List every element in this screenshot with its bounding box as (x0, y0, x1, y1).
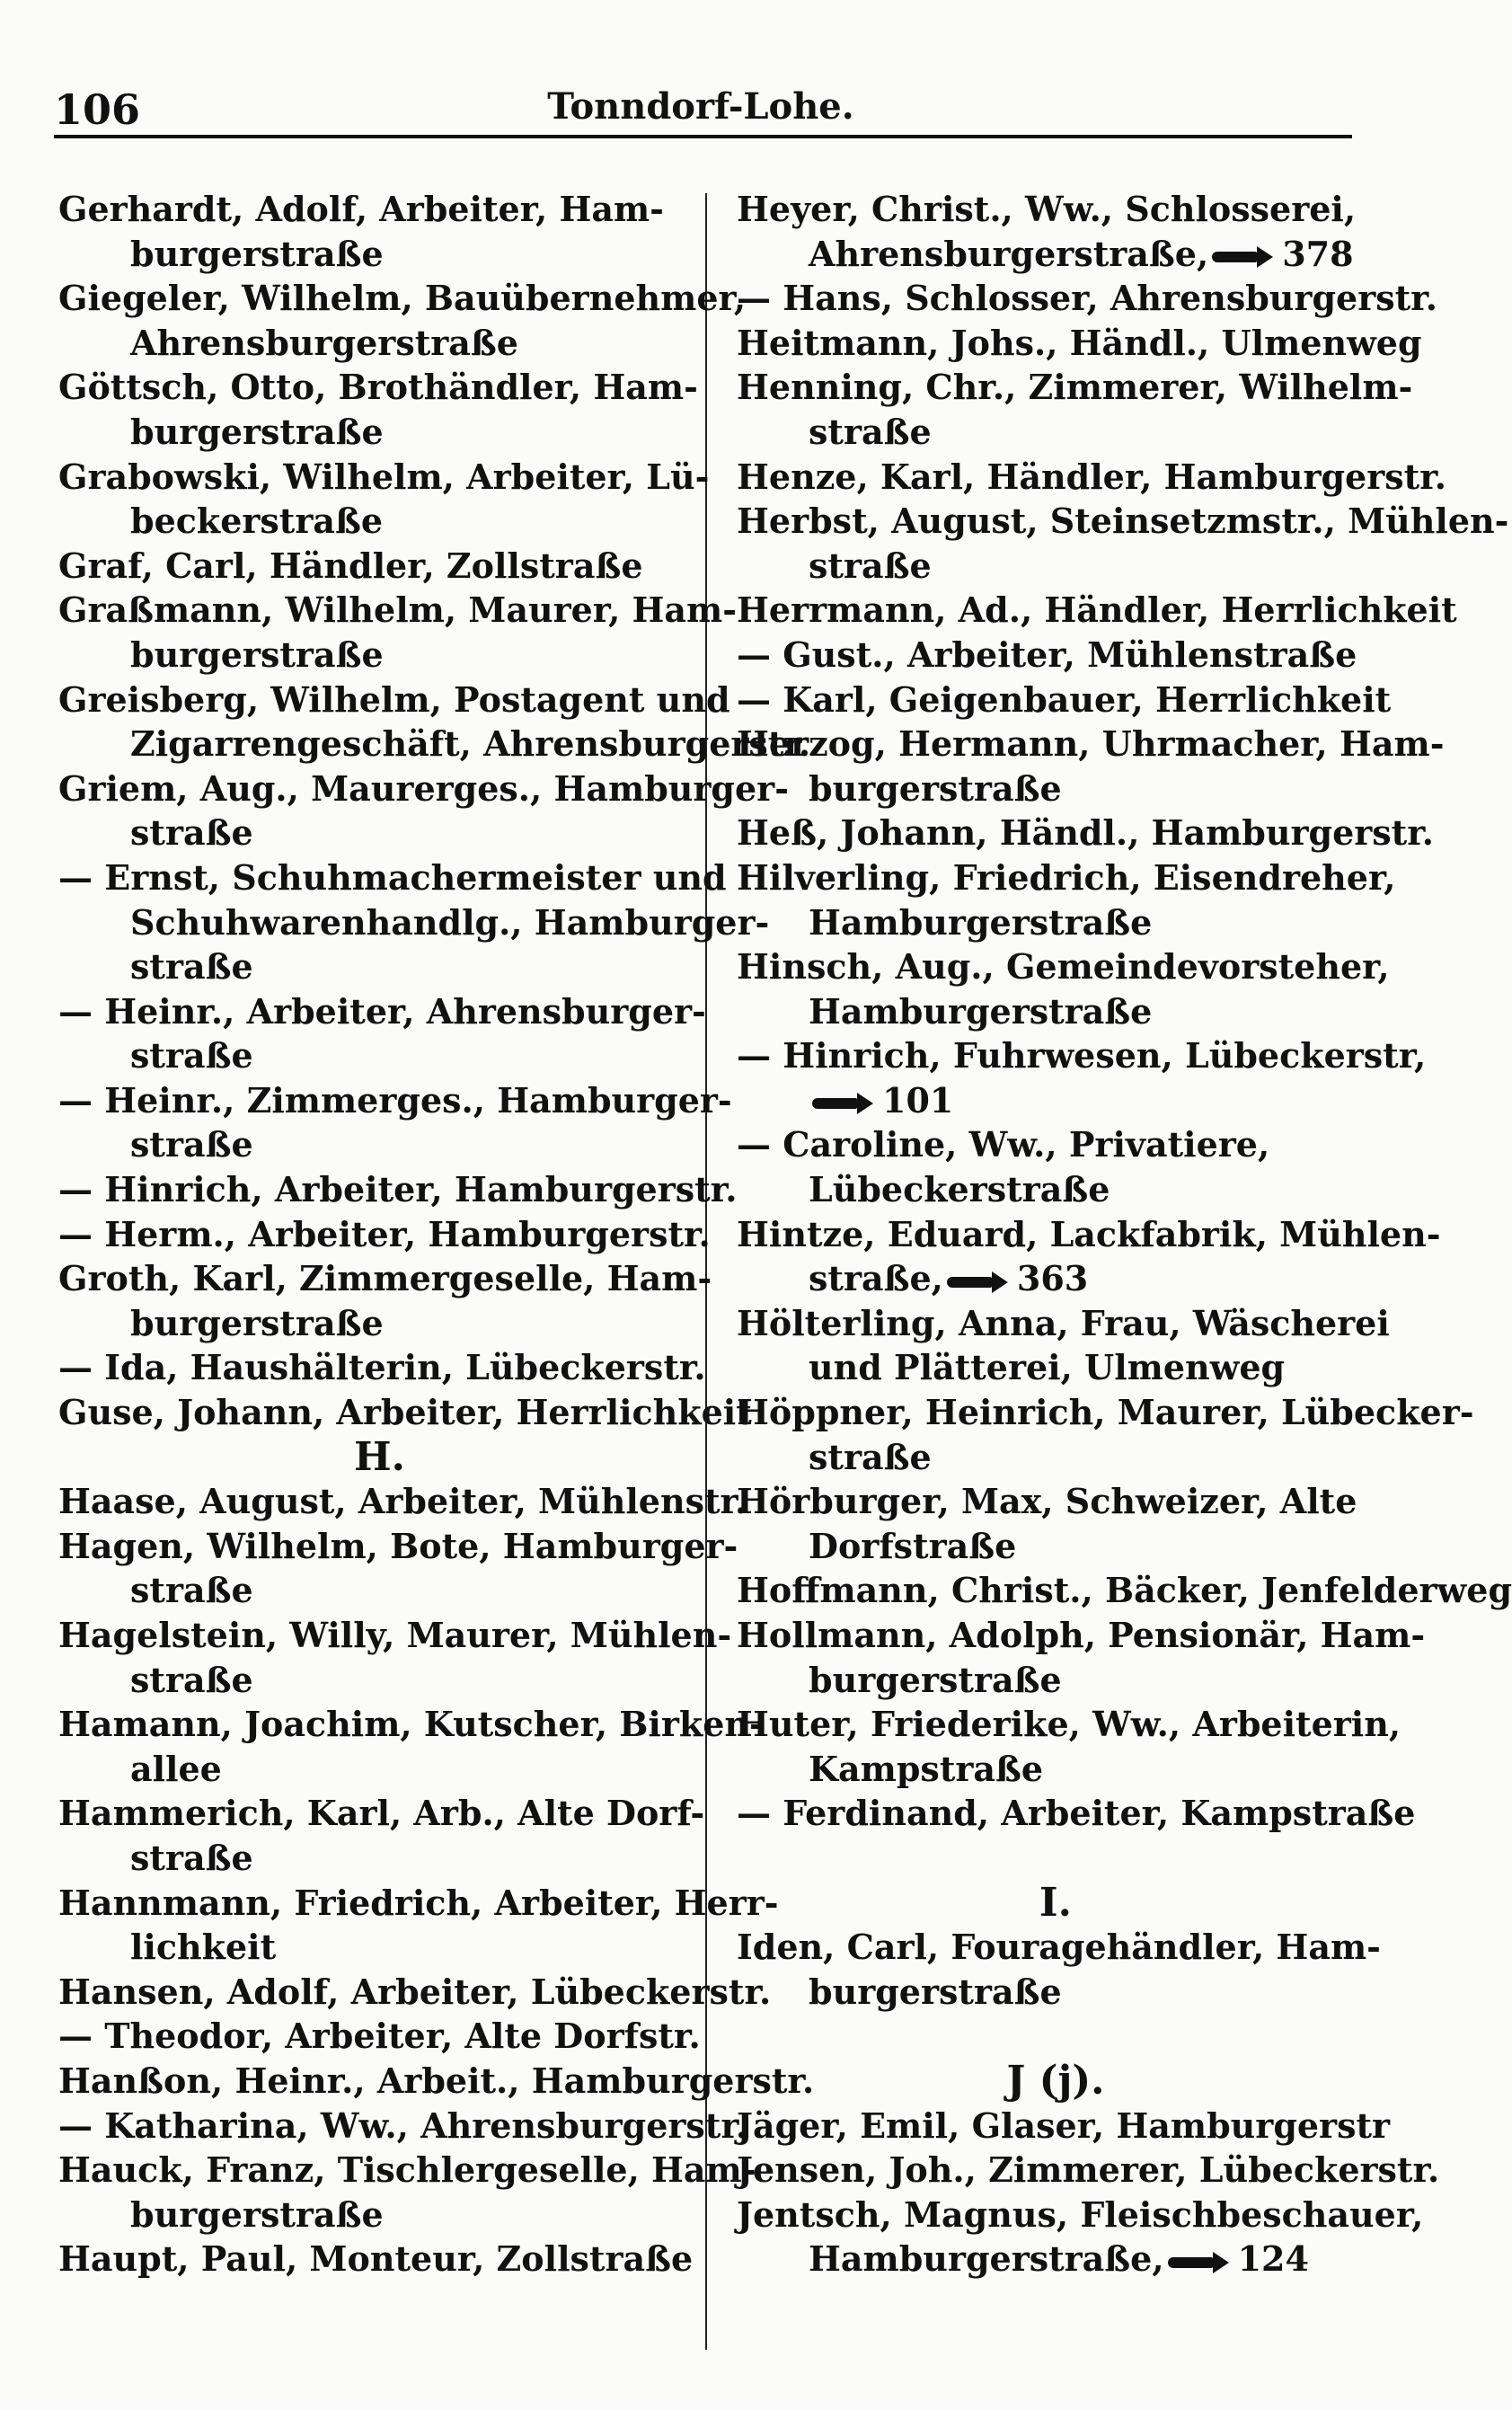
phone-number: 101 (882, 1079, 954, 1121)
entry-text: Hilverling, Friedrich, Eisendreher, (737, 856, 1396, 898)
entry-text: straße (809, 1436, 932, 1477)
entry-text: — Ferdinand, Arbeiter, Kampstraße (737, 1793, 1416, 1834)
entry-text: — Hans, Schlosser, Ahrensburgerstr. (737, 278, 1437, 319)
entry-line (737, 2104, 1391, 2149)
entry-line (58, 1658, 701, 1703)
entry-text: Giegeler, Wilhelm, Bauübernehmer, (58, 278, 746, 319)
telephone-pointer-icon (947, 1273, 1010, 1291)
entry-line (58, 678, 730, 722)
entry-line (737, 855, 1396, 900)
entry-line (737, 588, 1457, 633)
entry-text: Greisberg, Wilhelm, Postagent und (58, 678, 730, 720)
entry-text: H. (354, 1433, 405, 1480)
entry-text: Huter, Friederike, Ww., Arbeiterin, (737, 1704, 1401, 1745)
entry-text: straße (130, 946, 253, 988)
entry-line (58, 1524, 738, 1569)
entry-text: Kampstraße (809, 1748, 1044, 1789)
entry-text: Ahrensburgerstraße (130, 322, 518, 363)
entry-text: Dorfstraße (809, 1525, 1017, 1566)
entry-line (737, 321, 1422, 366)
entry-text: Gerhardt, Adolf, Arbeiter, Ham- (58, 189, 664, 229)
entry-line (737, 989, 1375, 1034)
entry-line (58, 588, 738, 633)
entry-text: Heyer, Christ., Ww., Schlosserei, (737, 189, 1357, 229)
entry-line (58, 1479, 747, 1524)
entry-text: Jensen, Joh., Zimmerer, Lübeckerstr. (737, 2149, 1440, 2191)
entry-line (737, 1791, 1416, 1836)
entry-line (58, 2237, 701, 2282)
entry-line (737, 544, 1375, 589)
entry-line (737, 1212, 1441, 1257)
entry-line (58, 1836, 701, 1881)
entry-text: — Theodor, Arbeiter, Alte Dorfstr. (58, 2016, 701, 2057)
entry-line (58, 633, 701, 678)
entry-text: straße (130, 1659, 253, 1700)
entry-line (737, 276, 1437, 321)
entry-line (737, 1970, 1375, 2015)
right-column (737, 187, 1512, 2282)
entry-text: — Heinr., Arbeiter, Ahrensburger- (58, 990, 706, 1032)
entry-line (58, 410, 701, 455)
entry-line (58, 1078, 732, 1123)
entry-text: Herzog, Hermann, Uhrmacher, Ham- (737, 723, 1445, 765)
entry-text: Haupt, Paul, Monteur, Zollstraße (58, 2238, 694, 2280)
entry-line (737, 365, 1413, 410)
entry-text: straße (130, 1570, 253, 1611)
entry-text: — Herm., Arbeiter, Hamburgerstr. (58, 1213, 711, 1254)
entry-text: straße (809, 545, 932, 586)
entry-text: Hoffmann, Christ., Bäcker, Jenfelderweg (737, 1570, 1512, 1611)
entry-line (737, 900, 1375, 945)
entry-text: Hölterling, Anna, Frau, Wäscherei (737, 1302, 1390, 1343)
spacer (737, 1836, 1375, 1881)
entry-text: Hintze, Eduard, Lackfabrik, Mühlen- (737, 1213, 1441, 1254)
entry-line (58, 365, 701, 410)
entry-line (737, 410, 1375, 455)
entry-line (58, 1122, 701, 1167)
entry-line (58, 1568, 701, 1613)
entry-line (58, 1033, 701, 1078)
entry-line (737, 232, 1375, 277)
entry-line (737, 187, 1375, 232)
entry-text: straße (130, 1837, 253, 1878)
entry-text: Jäger, Emil, Glaser, Hamburgerstr (737, 2104, 1391, 2146)
entry-text: straße (809, 411, 932, 452)
entry-line (58, 1390, 752, 1435)
entry-line (58, 1301, 701, 1346)
entry-text: Herrmann, Ad., Händler, Herrlichkeit (737, 589, 1457, 631)
entry-line (58, 187, 701, 232)
entry-line (58, 321, 701, 366)
entry-text: Griem, Aug., Maurerges., Hamburger- (58, 767, 789, 809)
entry-line (58, 455, 710, 500)
entry-text: burgerstraße (809, 1971, 1062, 2012)
section-letter (737, 1881, 1375, 1926)
entry-line (737, 2237, 1375, 2282)
entry-text: straße (130, 812, 253, 854)
phone-number: 378 (1282, 233, 1354, 274)
entry-text: burgerstraße (130, 411, 384, 452)
entry-text: Hansen, Adolf, Arbeiter, Lübeckerstr. (58, 1971, 772, 2012)
entry-text: — Heinr., Zimmerges., Hamburger- (58, 1079, 732, 1121)
phone-number: 363 (1016, 1258, 1089, 1299)
entry-text: und Plätterei, Ulmenweg (809, 1347, 1286, 1388)
entry-text: I. (1039, 1879, 1072, 1926)
entry-text: Hamburgerstraße (809, 990, 1153, 1032)
entry-line (737, 678, 1392, 722)
entry-text: — Katharina, Ww., Ahrensburgerstr. (58, 2104, 748, 2146)
entry-line (737, 766, 1375, 811)
entry-line (737, 1925, 1381, 1970)
entry-text: — Hinrich, Arbeiter, Hamburgerstr. (58, 1169, 738, 1210)
entry-text: Hammerich, Karl, Arb., Alte Dorf- (58, 1793, 705, 1834)
entry-line (58, 276, 746, 321)
entry-line (58, 2014, 701, 2059)
entry-line (737, 1078, 1375, 1123)
entry-line (58, 766, 789, 811)
entry-line (58, 811, 701, 855)
entry-text: — Ernst, Schuhmachermeister und (58, 856, 727, 898)
entry-text: Hinsch, Aug., Gemeindevorsteher, (737, 946, 1390, 988)
entry-text: Göttsch, Otto, Brothändler, Ham- (58, 367, 698, 408)
entry-line (737, 633, 1375, 678)
entry-text: burgerstraße (130, 233, 384, 274)
left-column (58, 187, 815, 2282)
entry-line (737, 1167, 1375, 1212)
entry-line (58, 1345, 706, 1390)
entry-line (737, 811, 1434, 855)
entry-text: Grabowski, Wilhelm, Arbeiter, Lü- (58, 456, 710, 497)
entry-line (737, 1301, 1390, 1346)
entry-line (737, 1524, 1375, 1569)
entry-text: Jentsch, Magnus, Fleischbeschauer, (737, 2193, 1424, 2235)
entry-line (737, 1033, 1427, 1078)
entry-text: Graßmann, Wilhelm, Maurer, Ham- (58, 589, 738, 631)
entry-text: Henning, Chr., Zimmerer, Wilhelm- (737, 367, 1413, 408)
telephone-pointer-icon (812, 1094, 875, 1112)
entry-line (58, 2193, 701, 2237)
entry-text: Hanßon, Heinr., Arbeit., Hamburgerstr. (58, 2060, 815, 2101)
spacer (737, 2014, 1375, 2059)
telephone-pointer-icon (1168, 2254, 1231, 2272)
entry-line (737, 2148, 1440, 2193)
entry-line (58, 2104, 748, 2149)
entry-text: Herbst, August, Steinsetzmstr., Mühlen- (737, 501, 1509, 542)
entry-text: — Caroline, Ww., Privatiere, (737, 1124, 1270, 1165)
entry-line (737, 1702, 1401, 1747)
entry-line (58, 1212, 711, 1257)
telephone-pointer-icon (1212, 248, 1275, 266)
entry-text: Hörburger, Max, Schweizer, Alte (737, 1481, 1357, 1522)
entry-line (737, 1390, 1474, 1435)
entry-text: — Karl, Geigenbauer, Herrlichkeit (737, 678, 1392, 720)
entry-text: straße (130, 1035, 253, 1077)
entry-line (58, 722, 811, 766)
entry-text: Ahrensburgerstraße, (809, 233, 1209, 274)
entry-text: Hollmann, Adolph, Pensionär, Ham- (737, 1615, 1426, 1655)
entry-line (58, 2059, 815, 2104)
entry-text: Hamann, Joachim, Kutscher, Birken- (58, 1704, 764, 1745)
entry-line (58, 1791, 705, 1836)
entry-line (58, 1613, 732, 1658)
entry-line (58, 1702, 764, 1747)
entry-text: Hamburgerstraße, (809, 2238, 1164, 2280)
entry-text: — Hinrich, Fuhrwesen, Lübeckerstr, (737, 1035, 1427, 1077)
entry-text: Heß, Johann, Händl., Hamburgerstr. (737, 812, 1434, 854)
entry-line (737, 722, 1445, 766)
entry-text: Guse, Johann, Arbeiter, Herrlichkeit (58, 1392, 752, 1433)
entry-line (58, 1747, 701, 1792)
entry-text: Groth, Karl, Zimmergeselle, Ham- (58, 1258, 712, 1299)
entry-text: Höppner, Heinrich, Maurer, Lübecker- (737, 1392, 1474, 1433)
entry-line (737, 1345, 1375, 1390)
entry-line (737, 1658, 1375, 1703)
entry-line (58, 1970, 772, 2015)
entry-line (58, 232, 701, 277)
entry-text: burgerstraße (809, 767, 1062, 809)
entry-line (737, 499, 1509, 544)
entry-text: Hamburgerstraße (809, 901, 1153, 943)
entry-text: — Gust., Arbeiter, Mühlenstraße (737, 634, 1357, 675)
entry-line (58, 1256, 712, 1301)
entry-text: J (j). (1006, 2057, 1105, 2104)
header-rule (54, 135, 1352, 138)
section-letter (58, 1435, 701, 1480)
entry-line (58, 989, 706, 1034)
entry-line (58, 944, 701, 989)
entry-text: burgerstraße (809, 1659, 1062, 1700)
entry-text: beckerstraße (130, 501, 384, 542)
entry-text: lichkeit (130, 1927, 277, 1968)
entry-text: Heitmann, Johs., Händl., Ulmenweg (737, 322, 1422, 363)
entry-text: straße, (809, 1258, 943, 1299)
entry-line (58, 544, 701, 589)
entry-text: burgerstraße (130, 1302, 384, 1343)
entry-text: burgerstraße (130, 634, 384, 675)
entry-text: Graf, Carl, Händler, Zollstraße (58, 545, 643, 586)
entry-text: burgerstraße (130, 2193, 384, 2235)
entry-line (737, 1122, 1375, 1167)
entry-line (737, 1613, 1426, 1658)
entry-text: — Ida, Haushälterin, Lübeckerstr. (58, 1347, 706, 1388)
entry-text: Hauck, Franz, Tischlergeselle, Ham- (58, 2149, 756, 2191)
entry-text: Hagen, Wilhelm, Bote, Hamburger- (58, 1525, 738, 1566)
entry-line (737, 1256, 1375, 1301)
entry-line (737, 1568, 1512, 1613)
entry-line (58, 2148, 756, 2193)
entry-line (58, 900, 770, 945)
entry-line (737, 944, 1390, 989)
entry-text: Hannmann, Friedrich, Arbeiter, Herr- (58, 1882, 779, 1923)
page-number: 106 (54, 85, 141, 134)
phone-number: 124 (1237, 2238, 1309, 2280)
entry-text: Zigarrengeschäft, Ahrensburgerstr. (130, 723, 811, 765)
entry-text: Iden, Carl, Fouragehändler, Ham- (737, 1927, 1381, 1968)
page-title: Tonndorf-Lohe. (547, 85, 854, 128)
entry-line (58, 1167, 738, 1212)
entry-text: allee (130, 1748, 222, 1789)
entry-text: Schuhwarenhandlg., Hamburger- (130, 901, 770, 943)
entry-text: Henze, Karl, Händler, Hamburgerstr. (737, 456, 1446, 497)
entry-line (58, 855, 727, 900)
entry-line (737, 2193, 1424, 2237)
entry-line (737, 1747, 1375, 1792)
entry-text: straße (130, 1124, 253, 1165)
entry-text: Haase, August, Arbeiter, Mühlenstr. (58, 1481, 747, 1522)
entry-line (58, 1925, 701, 1970)
entry-text: Hagelstein, Willy, Maurer, Mühlen- (58, 1615, 732, 1655)
entry-line (58, 499, 701, 544)
entry-line (58, 1881, 779, 1926)
entry-line (737, 1435, 1375, 1480)
section-letter (737, 2059, 1375, 2104)
entry-text: Lübeckerstraße (809, 1169, 1110, 1210)
entry-line (737, 1479, 1375, 1524)
entry-line (737, 455, 1446, 500)
page-header (54, 85, 1348, 134)
